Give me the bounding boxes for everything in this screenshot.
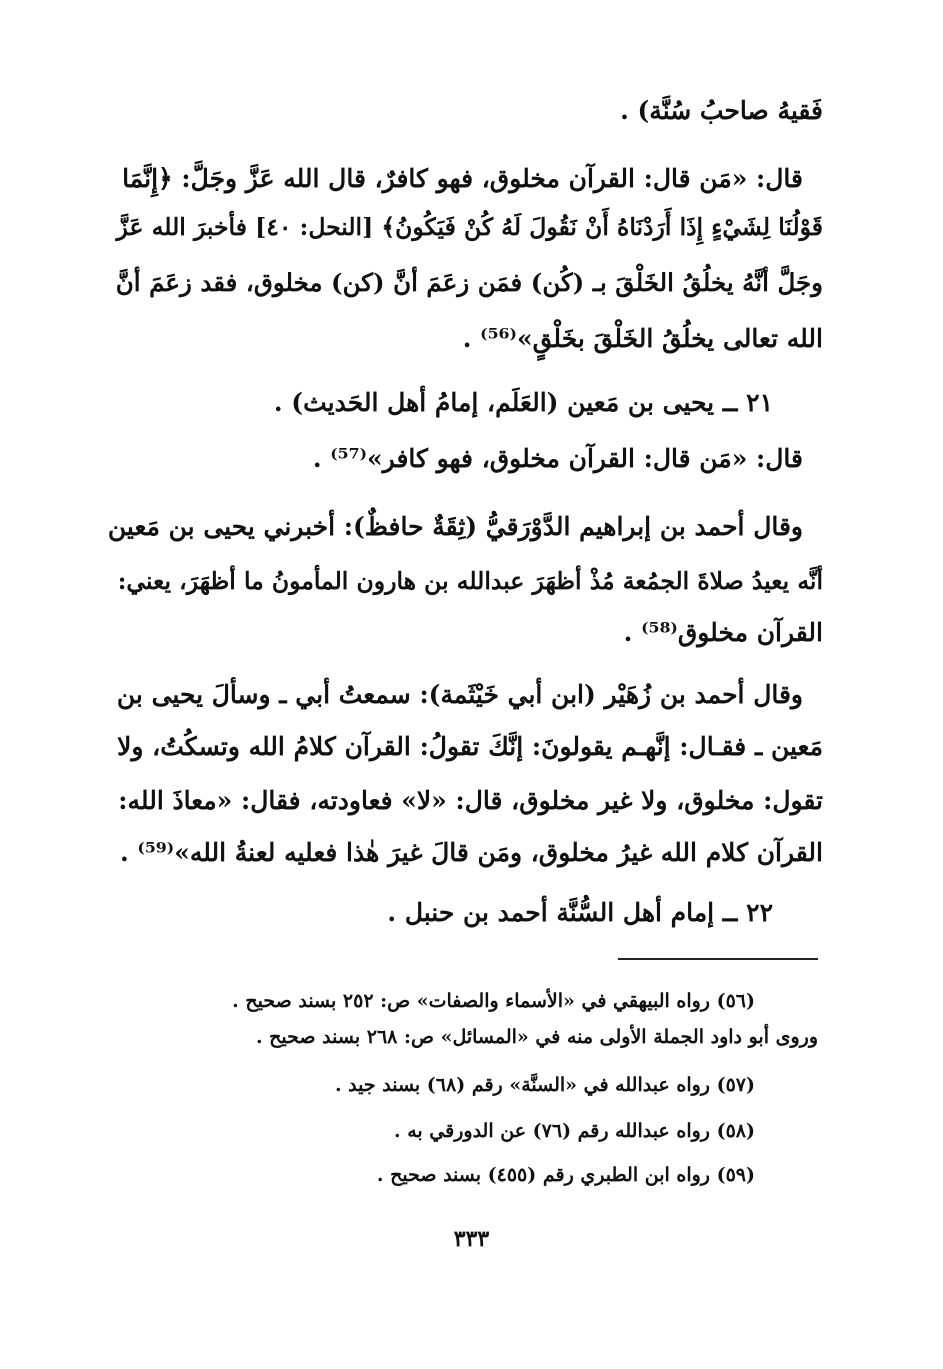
page-number: ٣٣٣: [453, 1226, 490, 1252]
body-line-7: قال: «مَن قال: القرآن مخلوق، فهو كافر»⁽⁵⁷⁾ .: [312, 444, 803, 473]
body-line-11: وقال أحمد بن زُهَيْر (ابن أبي خَيْثَمة): سمعتُ أبي ـ وسألَ يحيى بن: [116, 680, 803, 709]
body-line-2: قال: «مَن قال: القرآن مخلوق، فهو كافرٌ، قال الله عَزَّ وجَلَّ: ﴿إِنَّمَا: [122, 164, 803, 193]
footnote-59: (٥٩) رواه ابن الطبري رقم (٤٥٥) بسند صحيح .: [376, 1164, 755, 1186]
section-heading-21: ٢١ ــ يحيى بن مَعين (العَلَم، إمامُ أهل الحَديث) .: [273, 388, 773, 417]
footnote-56: (٥٦) رواه البيهقي في «الأسماء والصفات» ص: ٢٥٢ بسند صحيح .: [232, 990, 755, 1012]
body-line-12: مَعين ـ فقـال: إنَّهـم يقولونَ: إنَّكَ تقولُ: القرآن كلامُ الله وتسكُتُ، ولا: [117, 732, 823, 761]
footnote-58: (٥٨) رواه عبدالله رقم (٧٦) عن الدورقي به .: [393, 1120, 755, 1142]
body-line-8: وقال أحمد بن إبراهيم الدَّوْرَقيُّ (ثِقَةٌ حافظٌ): أخبرني يحيى بن مَعين: [107, 512, 803, 541]
section-heading-22: ٢٢ ــ إمام أهل السُّنَّة أحمد بن حنبل .: [387, 898, 773, 927]
body-line-5: الله تعالى يخلُقُ الخَلْقَ بخَلْقٍ»⁽⁵⁶⁾ .: [462, 324, 823, 353]
body-line-4: وجَلَّ أنَّهُ يخلُقُ الخَلْقَ بـ (كُن) فمَن زعَمَ أنَّ (كن) مخلوق، فقد زعَمَ أنَّ: [115, 268, 823, 297]
body-line-9: أنَّه يعيدُ صلاةَ الجمُعة مُذْ أظهَرَ عبدالله بن هارون المأمونُ ما أظهَرَ، يعني:: [117, 567, 823, 595]
body-line-10: القرآن مخلوق⁽⁵⁸⁾ .: [623, 618, 823, 647]
footnote-56-continuation: وروى أبو داود الجملة الأولى منه في «المسائل» ص: ٢٦٨ بسند صحيح .: [255, 1026, 818, 1048]
body-line-13: تقول: مخلوق، ولا غير مخلوق، قال: «لا» فعاودته، فقال: «معاذَ الله:: [118, 786, 823, 815]
footnote-57: (٥٧) رواه عبدالله في «السنَّة» رقم (٦٨) بسند جيد .: [334, 1074, 755, 1096]
body-line-3: قَوْلُنَا لِشَيْءٍ إِذَا أَرَدْنَاهُ أَنْ نَقُولَ لَهُ كُنْ فَيَكُونُ﴾ [النحل: ٤٠] فأخبرَ الله عَزَّ: [116, 213, 823, 241]
footnote-separator: [618, 958, 818, 960]
body-line-1: فَقيهُ صاحبُ سُنَّة) .: [620, 96, 823, 125]
body-line-14: القرآن كلام الله غيرُ مخلوق، ومَن قالَ غيرَ هٰذا فعليه لعنةُ الله»⁽⁵⁹⁾ .: [119, 838, 823, 867]
